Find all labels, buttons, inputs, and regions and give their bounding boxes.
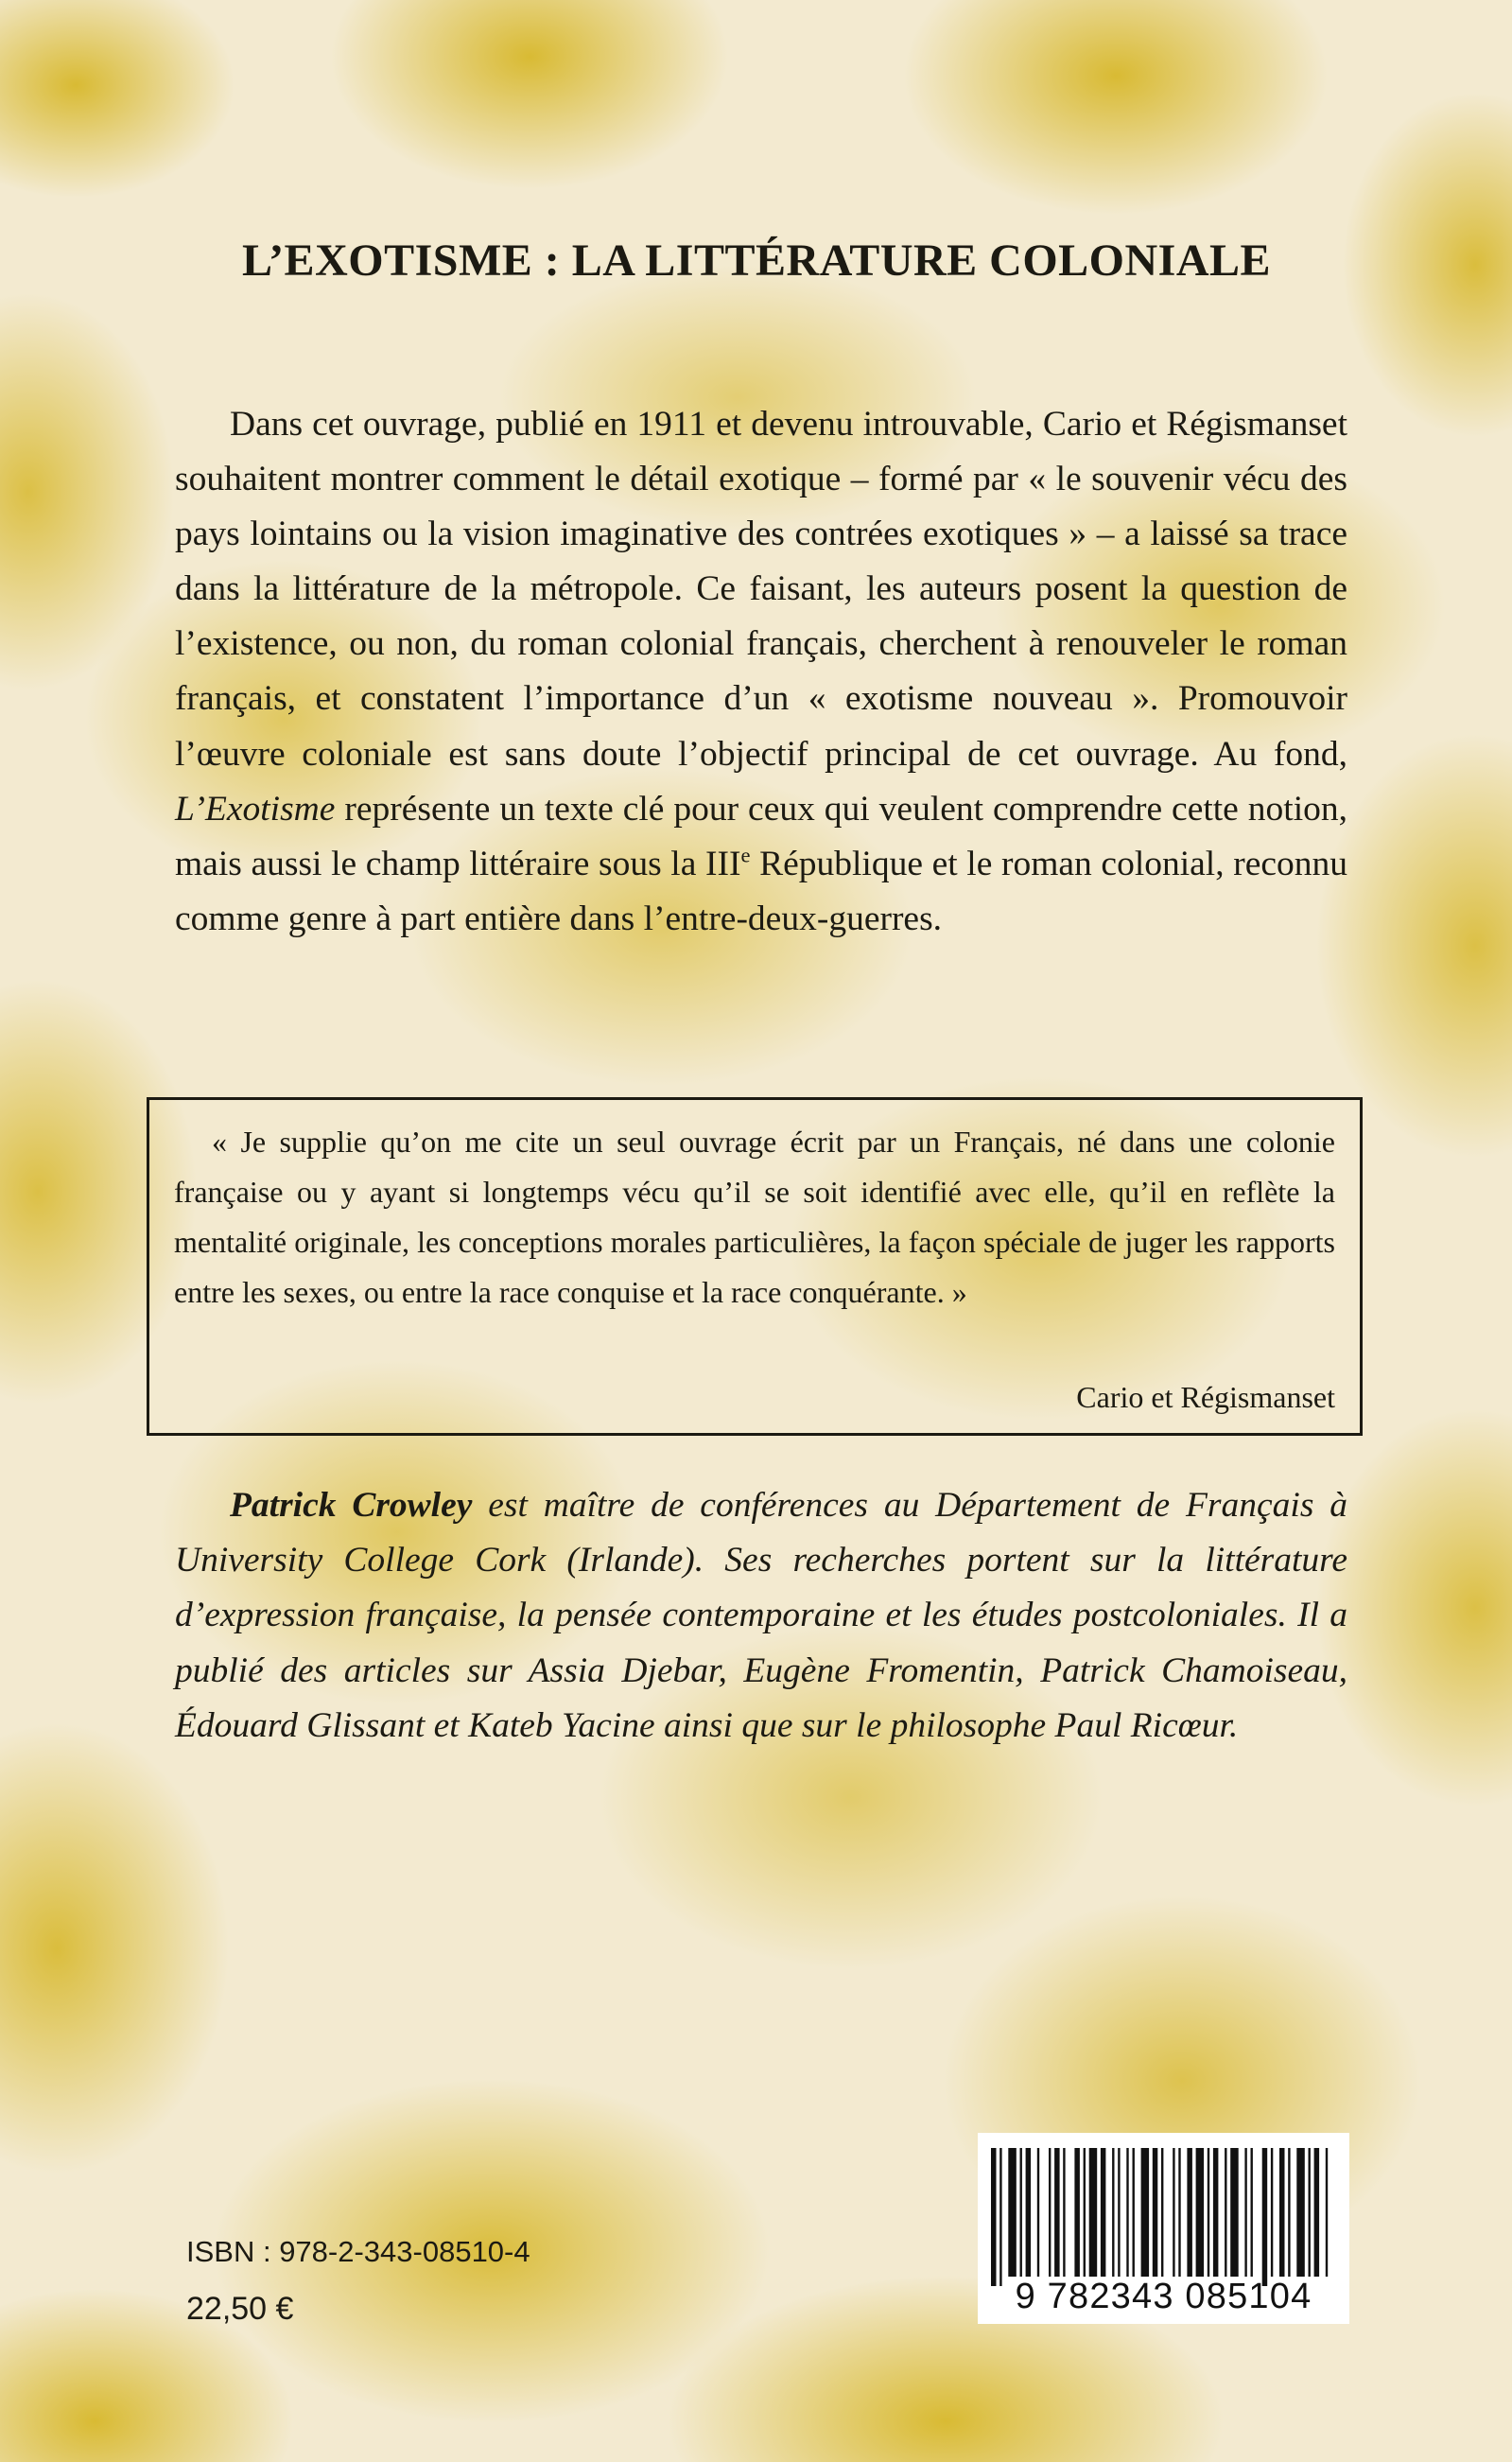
barcode (978, 2133, 1349, 2324)
barcode-bar (1244, 2148, 1246, 2277)
summary-superscript: e (740, 843, 751, 867)
barcode-bar (1026, 2148, 1032, 2277)
barcode-bar (991, 2148, 997, 2286)
barcode-bar (1141, 2148, 1150, 2277)
barcode-bar (1230, 2148, 1239, 2277)
barcode-digits: 9 782343 085104 (1015, 2277, 1312, 2316)
barcode-bar (1063, 2148, 1065, 2277)
barcode-bar (1208, 2148, 1209, 2277)
barcode-bar (1225, 2148, 1226, 2277)
barcode-bar (1178, 2148, 1180, 2277)
summary-text-part2: représente un texte clé pour ceux qui veulent comprendre cette notion, mais aussi le champ littéraire sous la III (175, 789, 1347, 883)
barcode-bar (1054, 2148, 1060, 2277)
summary-text-part1: Dans cet ouvrage, publié en 1911 et devenu introuvable, Cario et Régismanset souhaitent montrer comment le détail exotique – formé par « le souvenir vécu des pays lointains ou la vision imaginative des contrées exotiques » – a laissé sa trace dans la littérature de la métropole. Ce faisant, les auteurs posent la question de l’existence, ou non, du roman colonial français, cherchent à renouveler le roman français, et constatent l’importance d’un « exotisme nouveau ». Promouvoir l’œuvre coloniale est sans doute l’objectif principal de cet ouvrage. Au fond, (175, 405, 1347, 774)
barcode-bar (1101, 2148, 1106, 2277)
barcode-bar (1153, 2148, 1158, 2277)
barcode-bar (1251, 2148, 1253, 2277)
barcode-bar (1309, 2148, 1311, 2277)
barcode-bar (1074, 2148, 1080, 2277)
price: 22,50 € (186, 2291, 294, 2327)
barcode-bar (1296, 2148, 1305, 2277)
isbn: ISBN : 978-2-343-08510-4 (186, 2235, 530, 2268)
barcode-bar (1089, 2148, 1098, 2277)
quote-author: Cario et Régismanset (1076, 1380, 1335, 1414)
book-title: L’EXOTISME : LA LITTÉRATURE COLONIALE (241, 236, 1272, 286)
barcode-bar (1196, 2148, 1205, 2277)
barcode-bar (1008, 2148, 1017, 2277)
barcode-bar (1037, 2148, 1039, 2277)
barcode-bar (1049, 2148, 1051, 2277)
barcode-bar (1326, 2148, 1328, 2277)
barcode-bar (1279, 2148, 1285, 2277)
summary-paragraph (175, 397, 1347, 947)
author-name: Patrick Crowley (230, 1486, 473, 1525)
author-bio (175, 1478, 1347, 1754)
barcode-bar (1161, 2148, 1163, 2277)
quote-text: « Je supplie qu’on me cite un seul ouvrage écrit par un Français, né dans une colonie française ou y ayant si longtemps vécu qu’il se soit identifié avec elle, qu’il en reflète la mentalité originale, les conceptions morales particulières, la façon spéciale de juger les rapports entre les sexes, ou entre la race conquise et la race conquérante. » (174, 1125, 1335, 1309)
barcode-bar (1213, 2148, 1219, 2277)
barcode-bar (1133, 2148, 1135, 2277)
barcode-bar (1187, 2148, 1192, 2277)
barcode-bar (1173, 2148, 1174, 2277)
barcode-bar (1084, 2148, 1086, 2277)
barcode-bar (1288, 2148, 1290, 2277)
barcode-bar (1314, 2148, 1320, 2277)
barcode-bar (1271, 2148, 1273, 2277)
barcode-bar (1020, 2148, 1022, 2277)
summary-book-title: L’Exotisme (175, 789, 336, 829)
quote-box (147, 1097, 1363, 1436)
author-bio-text: est maître de conférences au Département de Français à University College Cork (Irlande). Ses recherches portent sur la littérature d’expression française, la pensée contemporaine et les études postcoloniales. Il a publié des articles sur Assia Djebar, Eugène Fromentin, Patrick Chamoiseau, Édouard Glissant et Kateb Yacine ainsi que sur le philosophe Paul Ricœur. (175, 1486, 1347, 1745)
barcode-bar (1262, 2148, 1268, 2286)
barcode-bar (1126, 2148, 1128, 2277)
barcode-bar (1118, 2148, 1120, 2277)
summary-text-part3: République et le roman colonial, reconnu comme genre à part entière dans l’entre-deux-guerres. (175, 844, 1348, 938)
barcode-bar (1112, 2148, 1114, 2277)
barcode-bar (999, 2148, 1001, 2286)
